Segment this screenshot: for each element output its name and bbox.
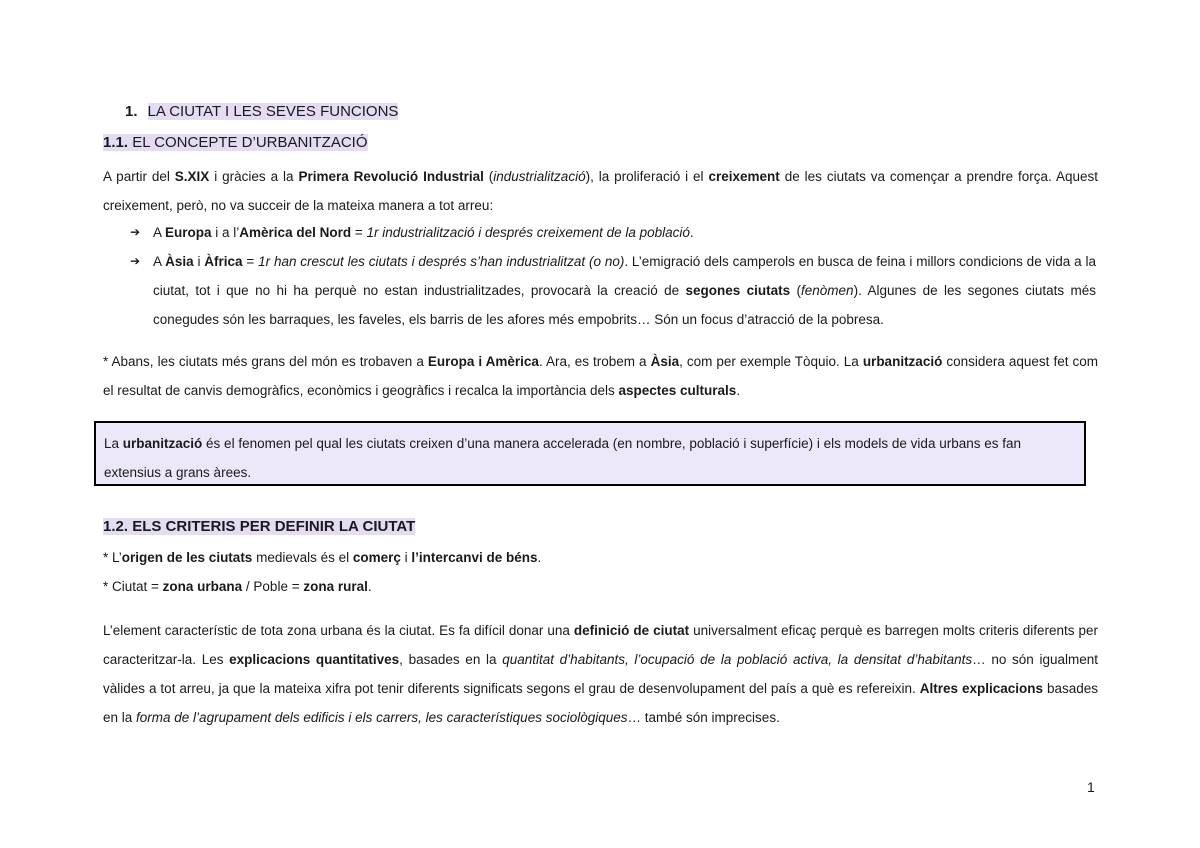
bullet-europe: ➔ A Europa i a l’Amèrica del Nord = 1r industrialització i després creixement de la població.	[130, 218, 1096, 247]
page-number: 1	[1087, 779, 1095, 795]
subsection-title: EL CONCEPTE D’URBANITZACIÓ	[132, 134, 368, 151]
subsection-number: 1.2.	[103, 518, 129, 535]
arrow-bullet-icon: ➔	[130, 254, 141, 268]
subsection-heading-1-1	[103, 134, 368, 151]
arrow-bullet-icon: ➔	[130, 225, 141, 239]
subsection-heading-1-2	[103, 518, 415, 535]
subsection-number: 1.1.	[103, 134, 129, 151]
bullet-asia: ➔ A Àsia i Àfrica = 1r han crescut les ciutats i després s’han industrialitzat (o no). L’emigració dels camperols en busca de feina i millors condicions de vida a la ciutat, tot i que no hi ha perquè no estan industrialitzades, provocarà la creació de segones ciutats (fenòmen). Algunes de les segones ciutats més conegudes són les barraques, les faveles, els barris de les afores més empobrits… Són un focus d’atracció de la pobresa.	[130, 247, 1096, 334]
section-number: 1.	[125, 103, 138, 120]
paragraph-city-town: * Ciutat = zona urbana / Poble = zona rural.	[103, 579, 372, 594]
paragraph-origin: * L’origen de les ciutats medievals és el comerç i l’intercanvi de béns.	[103, 550, 542, 565]
paragraph-definition: L’element característic de tota zona urbana és la ciutat. Es fa difícil donar una definició de ciutat universalment eficaç perquè es barregen molts criteris diferents per caracteritzar-la. Les explicacions quantitatives, basades en la quantitat d’habitants, l’ocupació de la població activa, la densitat d’habitants… no són igualment vàlides a tot arreu, ja que la mateixa xifra pot tenir diferents significats segons el grau de desenvolupament del país a què es refereixin. Altres explicacions basades en la forma de l’agrupament dels edificis i els carrers, les característiques sociològiques… també són imprecises.	[103, 623, 1099, 725]
section-title: LA CIUTAT I LES SEVES FUNCIONS	[147, 103, 399, 120]
section-heading-1	[125, 103, 398, 120]
subsection-title: ELS CRITERIS PER DEFINIR LA CIUTAT	[132, 518, 416, 535]
paragraph-largest-cities: * Abans, les ciutats més grans del món es trobaven a Europa i Amèrica. Ara, es trobem a Àsia, com per exemple Tòquio. La urbanització considera aquest fet com el resultat de canvis demogràfics, econòmics i geogràfics i recalca la importància dels aspectes culturals.	[103, 354, 1098, 398]
paragraph-intro: A partir del S.XIX i gràcies a la Primera Revolució Industrial (industrialització), la proliferació i el creixement de les ciutats va començar a prendre força. Aquest creixement, però, no va succeir de la mateixa manera a tot arreu:	[103, 169, 1098, 213]
definition-box: La urbanització és el fenomen pel qual les ciutats creixen d’una manera accelerada (en nombre, població i superfície) i els models de vida urbans es fan extensius a grans àrees.	[94, 421, 1086, 486]
